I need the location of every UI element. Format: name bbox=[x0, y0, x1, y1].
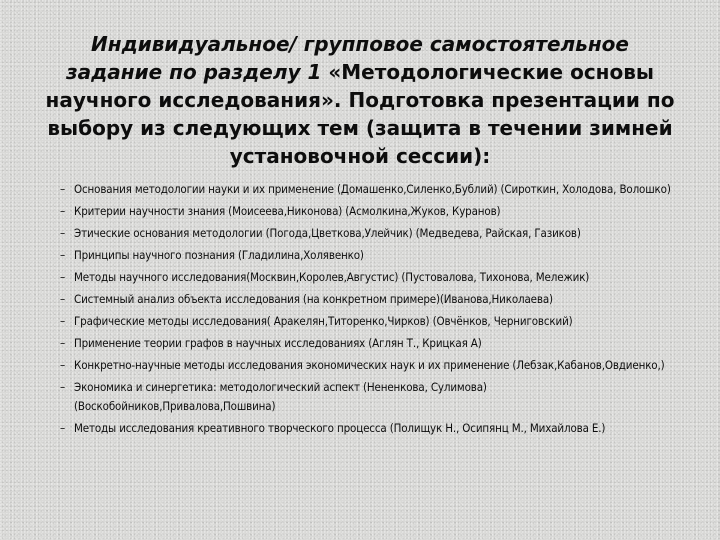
list-item bbox=[60, 290, 690, 309]
list-item-text: Графические методы исследования( Аракелян,Титоренко,Чирков) (Овчёнков, Черниговский) bbox=[74, 314, 573, 328]
list-item bbox=[60, 378, 690, 416]
list-item bbox=[60, 312, 690, 331]
list-item bbox=[60, 268, 690, 287]
list-item-text: Применение теории графов в научных исследованиях (Аглян Т., Крицкая А) bbox=[74, 336, 482, 350]
list-item-text: Методы научного исследования(Москвин,Королев,Августис) (Пустовалова, Тихонова, Мележик) bbox=[74, 270, 590, 284]
dash-bullet: – bbox=[60, 292, 66, 306]
dash-bullet: – bbox=[60, 204, 66, 218]
list-item bbox=[60, 246, 690, 265]
dash-bullet: – bbox=[60, 380, 66, 394]
list-item-text: Конкретно-научные методы исследования экономических наук и их применение (Лебзак,Кабанов,Овдиенко,) bbox=[74, 358, 665, 372]
dash-bullet: – bbox=[60, 336, 66, 350]
dash-bullet: – bbox=[60, 182, 66, 196]
slide-title-main-part: «Методологические основы научного исследования». Подготовка презентации по выбору из следующих тем (защита в течении зимней установочной сессии): bbox=[45, 60, 675, 168]
dash-bullet: – bbox=[60, 248, 66, 262]
dash-bullet: – bbox=[60, 421, 66, 435]
dash-bullet: – bbox=[60, 226, 66, 240]
list-item bbox=[60, 180, 690, 199]
list-item bbox=[60, 356, 690, 375]
list-item bbox=[60, 419, 690, 438]
slide-title-italic-part: Индивидуальное/ групповое самостоятельное задание по разделу 1 bbox=[66, 32, 629, 84]
list-item bbox=[60, 202, 690, 221]
list-item-text: Принципы научного познания (Гладилина,Холявенко) bbox=[74, 248, 364, 262]
list-item-text: Системный анализ объекта исследования (на конкретном примере)(Иванова,Николаева) bbox=[74, 292, 553, 306]
list-item bbox=[60, 334, 690, 353]
list-item-text: Методы исследования креативного творческого процесса (Полищук Н., Осипянц М., Михайлова Е.) bbox=[74, 421, 606, 435]
dash-bullet: – bbox=[60, 358, 66, 372]
dash-bullet: – bbox=[60, 270, 66, 284]
slide-title bbox=[40, 30, 680, 170]
list-item-text: Критерии научности знания (Моисеева,Никонова) (Асмолкина,Жуков, Куранов) bbox=[74, 204, 501, 218]
list-item-text: Этические основания методологии (Погода,Цветкова,Улейчик) (Медведева, Райская, Газиков) bbox=[74, 226, 581, 240]
list-item-text: Основания методологии науки и их применение (Домашенко,Силенко,Бублий) (Сироткин, Холодова, Волошко) bbox=[74, 182, 671, 196]
topic-list bbox=[60, 180, 690, 441]
dash-bullet: – bbox=[60, 314, 66, 328]
list-item-text: Экономика и синергетика: методологический аспект (Ненeнкова, Сулимова) (Воскобойников,Привалова,Пошвина) bbox=[74, 380, 487, 413]
list-item bbox=[60, 224, 690, 243]
